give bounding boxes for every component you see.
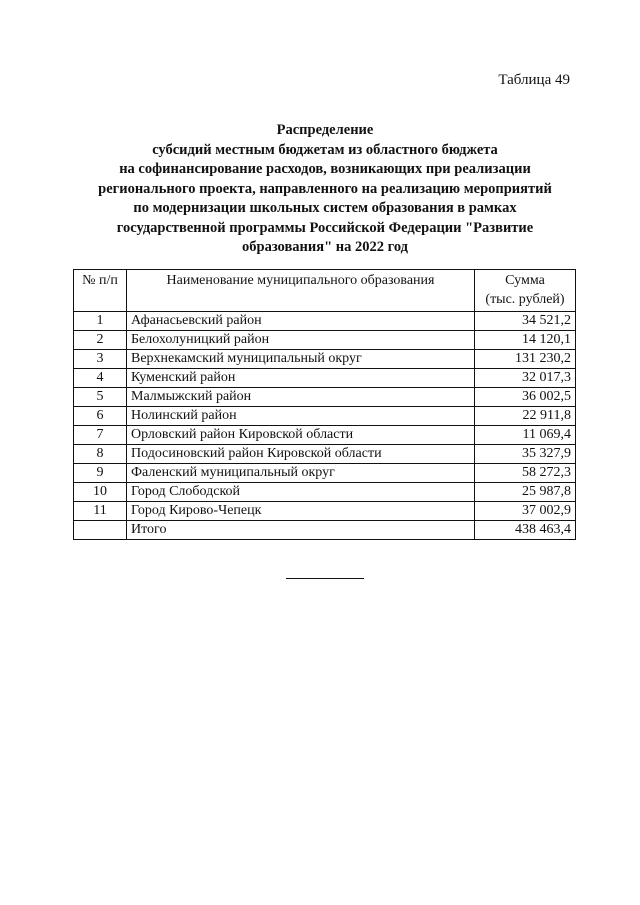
title-line: Распределение xyxy=(276,122,374,138)
header-municipality: Наименование муниципального образования xyxy=(127,270,475,312)
row-number: 5 xyxy=(74,388,127,407)
row-number: 10 xyxy=(74,483,127,502)
total-number-cell xyxy=(74,521,127,540)
table-header-row xyxy=(74,270,576,312)
row-municipality: Афанасьевский район xyxy=(127,312,475,331)
closing-rule xyxy=(286,578,364,579)
row-sum: 32 017,3 xyxy=(475,369,576,388)
table-number-label: Таблица 49 xyxy=(498,72,570,88)
row-municipality: Верхнекамский муниципальный округ xyxy=(127,350,475,369)
row-number: 1 xyxy=(74,312,127,331)
row-municipality: Город Слободской xyxy=(127,483,475,502)
row-number: 8 xyxy=(74,445,127,464)
header-sum-title: Сумма xyxy=(505,273,545,288)
title-line: на софинансирование расходов, возникающих при реализации xyxy=(119,161,531,177)
table-row xyxy=(74,407,576,426)
title-line: образования" на 2022 год xyxy=(242,239,408,255)
header-sum-unit: (тыс. рублей) xyxy=(485,292,565,307)
total-row xyxy=(74,521,576,540)
table-row xyxy=(74,483,576,502)
row-sum: 37 002,9 xyxy=(475,502,576,521)
row-sum: 58 272,3 xyxy=(475,464,576,483)
document-title xyxy=(60,121,590,258)
title-line: регионального проекта, направленного на реализацию мероприятий xyxy=(98,180,552,197)
row-sum: 131 230,2 xyxy=(475,350,576,369)
table-row xyxy=(74,464,576,483)
row-number: 3 xyxy=(74,350,127,369)
row-number: 9 xyxy=(74,464,127,483)
row-sum: 11 069,4 xyxy=(475,426,576,445)
table-row xyxy=(74,312,576,331)
table-row xyxy=(74,388,576,407)
row-municipality: Орловский район Кировской области xyxy=(127,426,475,445)
table-row xyxy=(74,502,576,521)
row-municipality: Малмыжский район xyxy=(127,388,475,407)
row-municipality: Город Кирово-Чепецк xyxy=(127,502,475,521)
table-body xyxy=(74,312,576,540)
row-sum: 25 987,8 xyxy=(475,483,576,502)
table-row xyxy=(74,331,576,350)
total-sum: 438 463,4 xyxy=(475,521,576,540)
table-row xyxy=(74,445,576,464)
row-sum: 35 327,9 xyxy=(475,445,576,464)
row-number: 2 xyxy=(74,331,127,350)
total-label: Итого xyxy=(127,521,475,540)
row-municipality: Подосиновский район Кировской области xyxy=(127,445,475,464)
row-municipality: Белохолуницкий район xyxy=(127,331,475,350)
row-number: 6 xyxy=(74,407,127,426)
row-number: 7 xyxy=(74,426,127,445)
title-line: субсидий местным бюджетам из областного бюджета xyxy=(152,141,498,158)
row-number: 4 xyxy=(74,369,127,388)
title-line: по модернизации школьных систем образования в рамках xyxy=(133,200,517,216)
header-number: № п/п xyxy=(74,270,127,312)
row-municipality: Нолинский район xyxy=(127,407,475,426)
row-sum: 22 911,8 xyxy=(475,407,576,426)
table-row xyxy=(74,350,576,369)
row-sum: 36 002,5 xyxy=(475,388,576,407)
row-municipality: Фаленский муниципальный округ xyxy=(127,464,475,483)
table-row xyxy=(74,369,576,388)
subsidy-table xyxy=(73,269,576,540)
row-sum: 14 120,1 xyxy=(475,331,576,350)
row-sum: 34 521,2 xyxy=(475,312,576,331)
table-row xyxy=(74,426,576,445)
header-sum xyxy=(475,270,576,312)
title-line: государственной программы Российской Федерации "Развитие xyxy=(116,219,534,236)
row-number: 11 xyxy=(74,502,127,521)
row-municipality: Куменский район xyxy=(127,369,475,388)
